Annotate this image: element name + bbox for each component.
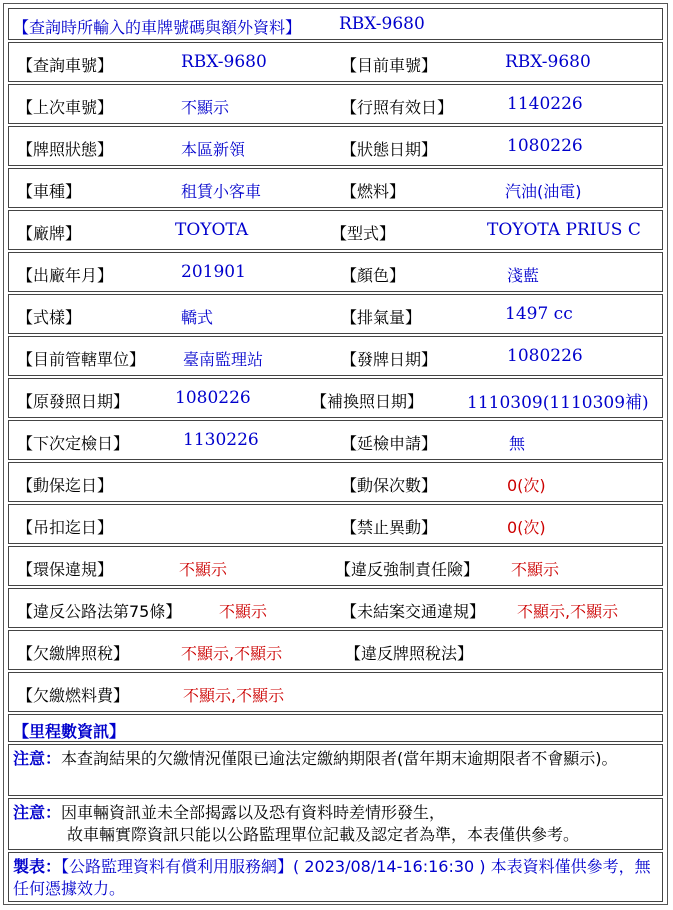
label-inspection-extension: 【延檢申請】 <box>341 434 438 453</box>
value-displacement: 1497 cc <box>505 304 573 324</box>
row-suspension-date <box>8 504 663 544</box>
value-color: 淺藍 <box>507 266 540 285</box>
label-color: 【顏色】 <box>341 266 406 285</box>
note-disclaimer <box>8 798 663 850</box>
footer <box>8 852 663 902</box>
value-inspection-extension: 無 <box>509 434 526 453</box>
label-license-tax: 【欠繳牌照稅】 <box>17 644 130 663</box>
value-status-date: 1080226 <box>507 136 583 156</box>
row-last-plate <box>8 84 663 124</box>
label-highway-act: 【違反公路法第75條】 <box>17 602 182 621</box>
value-jurisdiction: 臺南監理站 <box>183 350 264 369</box>
note-disclaimer-line1: 因車輛資訊並未全部揭露以及恐有資料時差情形發生， <box>61 803 446 822</box>
value-license-tax: 不顯示,不顯示 <box>181 644 283 663</box>
note-overdue-text: 本查詢結果的欠繳情況僅限已逾法定繳納期限者(當年期末逾期限者不會顯示)。 <box>61 749 618 768</box>
value-insurance-violation: 不顯示 <box>511 560 560 579</box>
row-env-violation <box>8 546 663 586</box>
row-lien-date <box>8 462 663 502</box>
value-original-issue: 1080226 <box>175 388 251 408</box>
value-replacement-date: 1110309(1110309補) <box>467 393 649 413</box>
value-traffic-violation: 不顯示,不顯示 <box>517 602 619 621</box>
row-fuel-fee <box>8 672 663 712</box>
value-vehicle-type: 租賃小客車 <box>181 182 262 201</box>
label-issue-date: 【發牌日期】 <box>341 350 438 369</box>
label-brand: 【廠牌】 <box>17 224 82 243</box>
label-insurance-violation: 【違反強制責任險】 <box>335 560 480 579</box>
label-lien-date: 【動保迄日】 <box>17 476 114 495</box>
label-original-issue: 【原發照日期】 <box>17 392 130 411</box>
row-vehicle-type <box>8 168 663 208</box>
note-disclaimer-label: 注意： <box>13 803 62 822</box>
value-manufacture-date: 201901 <box>181 262 246 282</box>
row-body-style <box>8 294 663 334</box>
label-next-inspection: 【下次定檢日】 <box>17 434 130 453</box>
label-last-plate: 【上次車號】 <box>17 98 114 117</box>
query-header <box>8 8 663 40</box>
label-model: 【型式】 <box>331 224 396 243</box>
note-overdue <box>8 744 663 796</box>
label-replacement-date: 【補換照日期】 <box>311 392 424 411</box>
label-license-valid: 【行照有效日】 <box>341 98 454 117</box>
label-jurisdiction: 【目前管轄單位】 <box>17 350 146 369</box>
label-lien-count: 【動保次數】 <box>341 476 438 495</box>
row-next-inspection <box>8 420 663 460</box>
label-env-violation: 【環保違規】 <box>17 560 114 579</box>
mileage-section <box>8 714 663 742</box>
label-query-plate: 【查詢車號】 <box>17 56 114 75</box>
header-title: 【查詢時所輸入的車牌號碼與額外資料】 <box>13 18 302 37</box>
row-brand <box>8 210 663 250</box>
value-fuel-fee: 不顯示,不顯示 <box>183 686 285 705</box>
label-manufacture-date: 【出廠年月】 <box>17 266 114 285</box>
label-plate-status: 【牌照狀態】 <box>17 140 114 159</box>
value-current-plate: RBX-9680 <box>505 52 591 72</box>
note-disclaimer-line2: 故車輛實際資訊只能以公路監理單位記載及認定者為準，本表僅供參考。 <box>67 825 580 844</box>
footer-label: 製表： <box>13 857 62 876</box>
label-suspension-date: 【吊扣迄日】 <box>17 518 114 537</box>
row-jurisdiction <box>8 336 663 376</box>
label-fuel: 【燃料】 <box>341 182 406 201</box>
value-fuel: 汽油(油電) <box>505 182 582 201</box>
value-issue-date: 1080226 <box>507 346 583 366</box>
row-manufacture-date <box>8 252 663 292</box>
value-next-inspection: 1130226 <box>183 430 259 450</box>
value-license-valid: 1140226 <box>507 94 583 114</box>
row-plate-status <box>8 126 663 166</box>
row-original-issue <box>8 378 663 418</box>
value-env-violation: 不顯示 <box>179 560 228 579</box>
header-plate: RBX-9680 <box>339 14 425 34</box>
label-transfer-ban: 【禁止異動】 <box>341 518 438 537</box>
mileage-label: 【里程數資訊】 <box>13 722 126 741</box>
label-status-date: 【狀態日期】 <box>341 140 438 159</box>
row-highway-act <box>8 588 663 628</box>
footer-text: ( 2023/08/14-16:16:30 ) 本表資料僅供參考，無任何憑據效力。 <box>13 857 651 898</box>
value-highway-act: 不顯示 <box>219 602 268 621</box>
label-current-plate: 【目前車號】 <box>341 56 438 75</box>
label-vehicle-type: 【車種】 <box>17 182 82 201</box>
note-overdue-label: 注意： <box>13 749 62 768</box>
footer-source: 【公路監理資料有償利用服務網】 <box>61 857 294 876</box>
value-transfer-ban: 0(次) <box>507 518 546 537</box>
value-body-style: 轎式 <box>181 308 214 327</box>
label-fuel-fee: 【欠繳燃料費】 <box>17 686 130 705</box>
row-query-plate <box>8 42 663 82</box>
value-lien-count: 0(次) <box>507 476 546 495</box>
value-plate-status: 本區新領 <box>181 140 246 159</box>
label-traffic-violation: 【未結案交通違規】 <box>341 602 486 621</box>
value-model: TOYOTA PRIUS C <box>487 220 641 240</box>
value-brand: TOYOTA <box>175 220 249 240</box>
value-last-plate: 不顯示 <box>181 98 230 117</box>
vehicle-info-sheet <box>3 3 668 905</box>
value-query-plate: RBX-9680 <box>181 52 267 72</box>
row-license-tax <box>8 630 663 670</box>
label-displacement: 【排氣量】 <box>341 308 422 327</box>
label-body-style: 【式樣】 <box>17 308 82 327</box>
label-tax-law-violation: 【違反牌照稅法】 <box>345 644 474 663</box>
